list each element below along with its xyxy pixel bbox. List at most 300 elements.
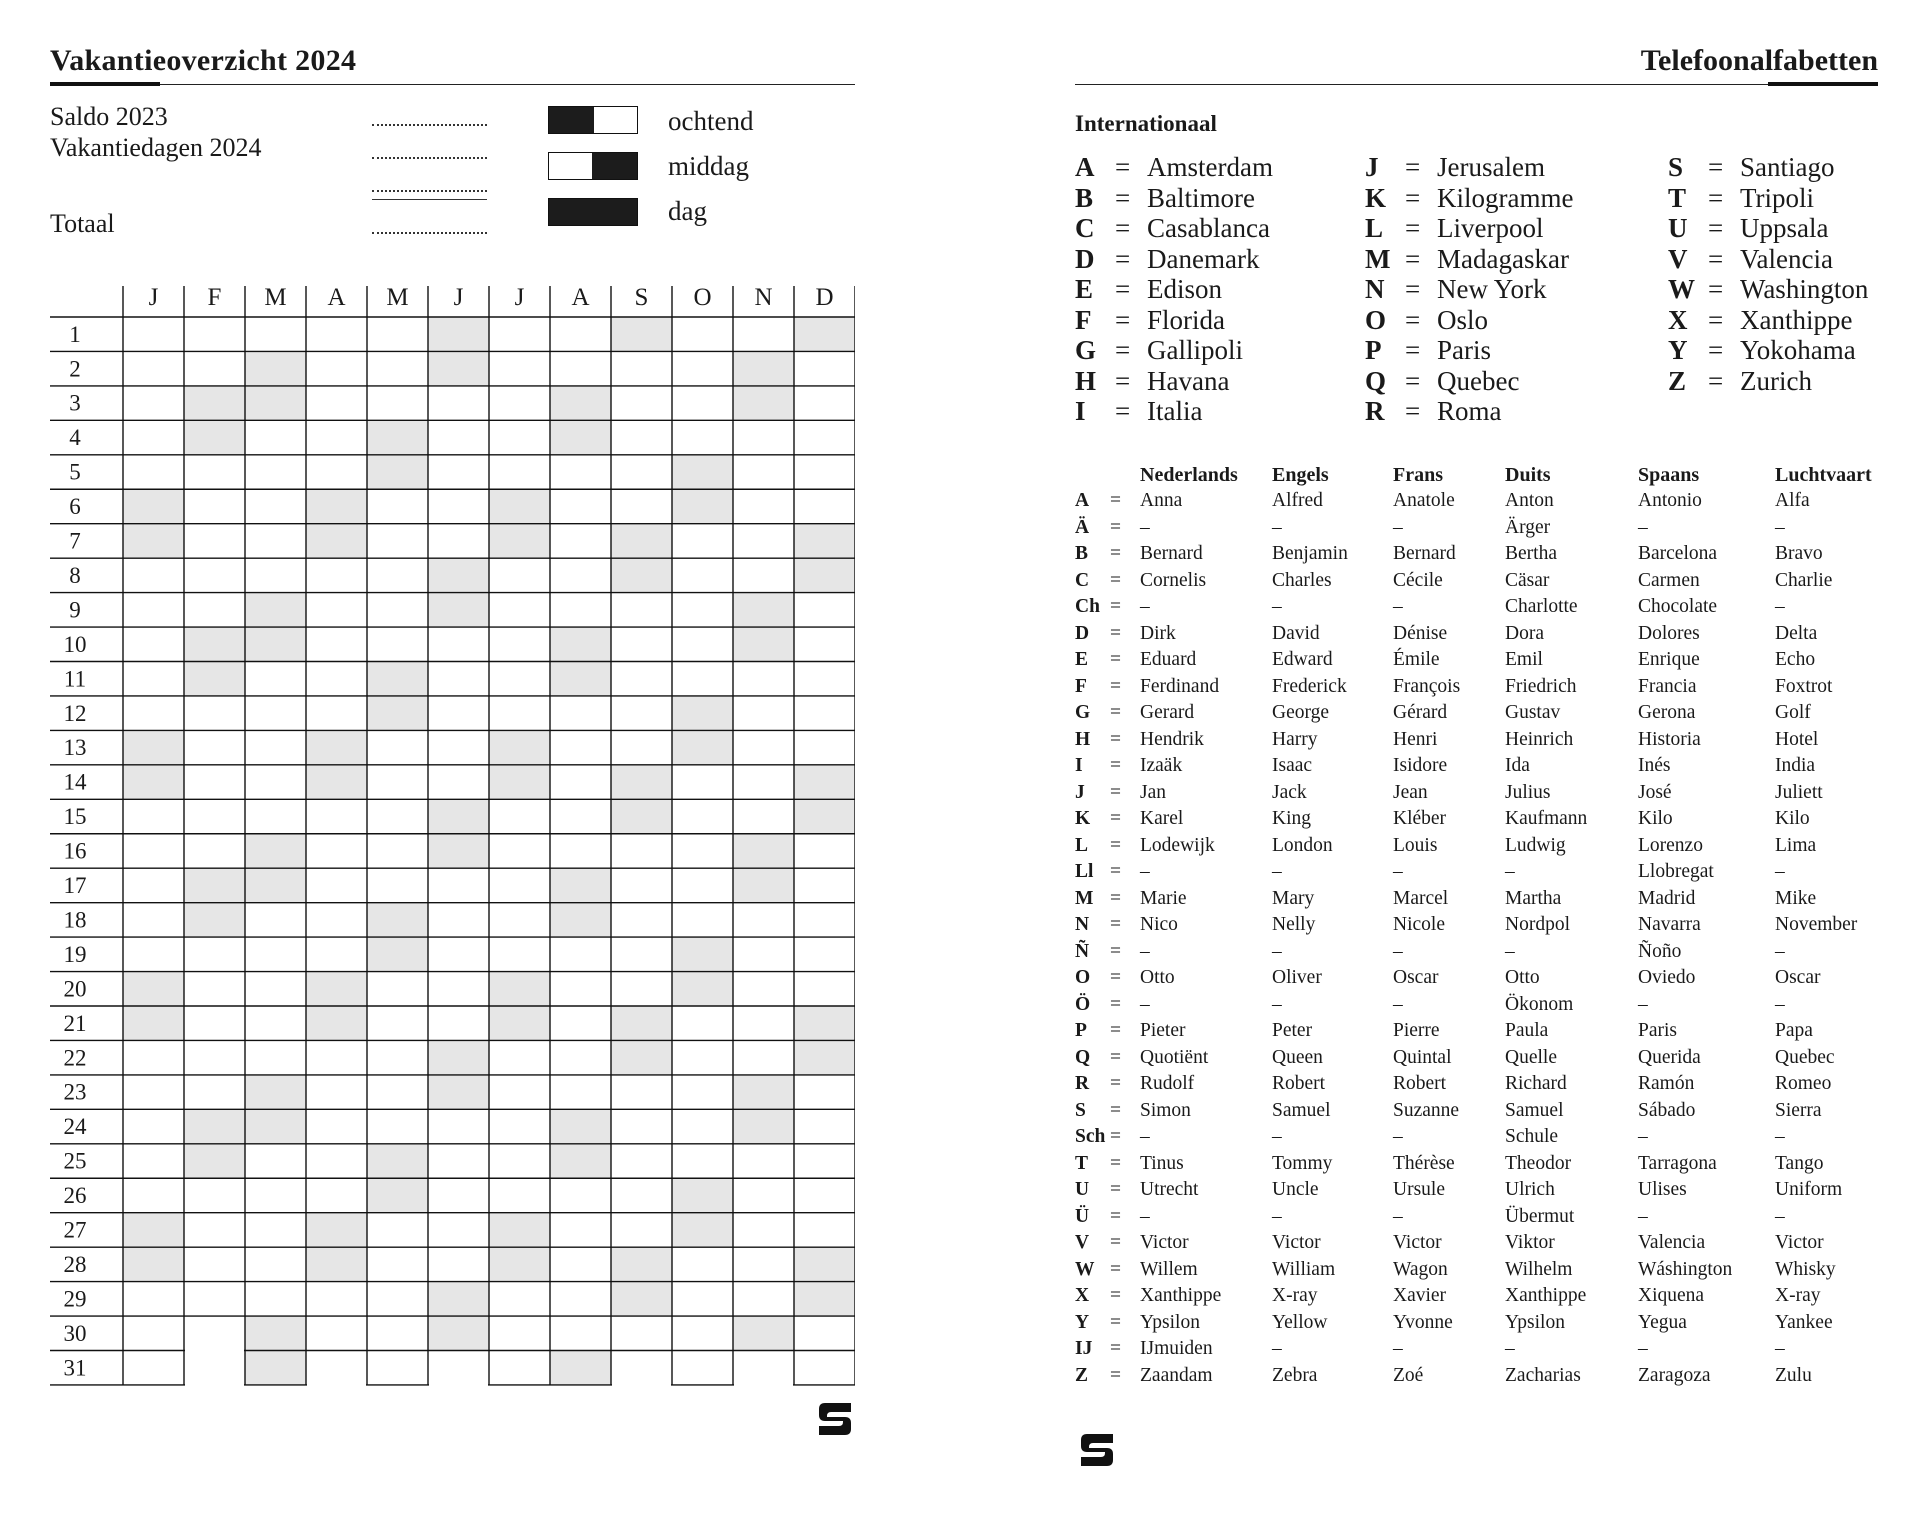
table-cell: – bbox=[1393, 940, 1403, 962]
weekend-cell bbox=[611, 524, 672, 558]
table-cell: Übermut bbox=[1505, 1205, 1575, 1227]
equals-sign: = bbox=[1110, 808, 1121, 829]
weekend-cell bbox=[367, 455, 428, 489]
table-cell: Chocolate bbox=[1638, 596, 1718, 617]
table-cell: Eduard bbox=[1140, 649, 1197, 670]
table-cell: – bbox=[1140, 940, 1150, 962]
entry-word: Washington bbox=[1740, 274, 1869, 304]
table-cell: Samuel bbox=[1272, 1099, 1331, 1121]
weekend-cell bbox=[428, 1040, 489, 1074]
weekend-cell bbox=[306, 1006, 367, 1040]
row-letter: M bbox=[1075, 887, 1094, 909]
weekend-cell bbox=[245, 627, 306, 661]
entry-word: Roma bbox=[1437, 396, 1502, 426]
table-cell: Heinrich bbox=[1505, 728, 1574, 750]
total-field[interactable] bbox=[372, 232, 487, 234]
weekend-cell bbox=[245, 1075, 306, 1109]
equals-sign: = bbox=[1405, 396, 1421, 426]
day-number: 11 bbox=[63, 666, 87, 692]
table-cell: Gerard bbox=[1140, 702, 1195, 723]
row-letter: D bbox=[1075, 622, 1090, 644]
day-number: 6 bbox=[69, 494, 81, 520]
weekend-cell bbox=[672, 1213, 733, 1247]
entry-word: Santiago bbox=[1740, 152, 1835, 182]
entry-letter: Y bbox=[1668, 335, 1688, 365]
entry-word: Amsterdam bbox=[1147, 152, 1273, 182]
international-heading: Internationaal bbox=[1075, 111, 1217, 136]
table-row bbox=[1075, 1206, 1885, 1233]
entry-letter: E bbox=[1075, 274, 1094, 304]
table-cell: Lorenzo bbox=[1638, 834, 1703, 856]
table-cell: Richard bbox=[1505, 1073, 1567, 1094]
table-cell: Ursule bbox=[1393, 1179, 1445, 1200]
weekend-cell bbox=[428, 799, 489, 833]
entry-letter: A bbox=[1075, 152, 1095, 182]
weekend-cell bbox=[733, 1109, 794, 1143]
table-cell: Henri bbox=[1393, 728, 1438, 750]
equals-sign: = bbox=[1110, 490, 1121, 511]
table-cell: Martha bbox=[1505, 887, 1562, 909]
table-cell: – bbox=[1775, 1205, 1785, 1227]
row-letter: Ü bbox=[1075, 1205, 1090, 1227]
table-cell: Harry bbox=[1272, 728, 1318, 750]
table-cell: Wagon bbox=[1393, 1258, 1448, 1280]
day-number: 7 bbox=[69, 528, 81, 554]
table-cell: Utrecht bbox=[1140, 1179, 1199, 1200]
table-row bbox=[1075, 1365, 1885, 1392]
entry-letter: V bbox=[1668, 243, 1688, 274]
row-letter: IJ bbox=[1075, 1338, 1093, 1359]
equals-sign: = bbox=[1110, 649, 1121, 670]
table-cell: X-ray bbox=[1272, 1285, 1318, 1306]
day-number: 15 bbox=[63, 804, 87, 830]
table-cell: Viktor bbox=[1505, 1232, 1555, 1253]
day-number: 1 bbox=[69, 321, 81, 347]
empty-cell bbox=[734, 1352, 793, 1387]
weekend-cell bbox=[794, 317, 855, 351]
weekend-cell bbox=[306, 972, 367, 1006]
month-header: A bbox=[327, 284, 346, 311]
table-cell: – bbox=[1393, 1205, 1403, 1227]
table-row bbox=[1075, 994, 1885, 1021]
weekend-cell bbox=[550, 1109, 611, 1143]
entry-letter: I bbox=[1075, 396, 1086, 426]
entry-word: Havana bbox=[1147, 365, 1230, 396]
table-row bbox=[1075, 596, 1885, 623]
table-cell: Alfred bbox=[1272, 490, 1323, 511]
table-cell: Wáshington bbox=[1638, 1258, 1733, 1280]
month-header: D bbox=[815, 284, 834, 311]
row-letter: P bbox=[1075, 1020, 1087, 1041]
table-cell: José bbox=[1638, 781, 1672, 803]
empty-cell bbox=[307, 1352, 366, 1387]
weekend-cell bbox=[611, 765, 672, 799]
table-cell: Victor bbox=[1775, 1232, 1824, 1253]
table-cell: – bbox=[1272, 516, 1282, 538]
column-header: Nederlands bbox=[1140, 464, 1238, 486]
entry-word: Uppsala bbox=[1740, 213, 1829, 243]
table-cell: – bbox=[1393, 596, 1403, 617]
month-header: N bbox=[754, 284, 773, 311]
table-cell: Ökonom bbox=[1505, 993, 1574, 1015]
table-cell: Yankee bbox=[1775, 1311, 1833, 1333]
table-cell: – bbox=[1393, 861, 1403, 882]
table-row bbox=[1075, 1020, 1885, 1047]
weekend-cell bbox=[794, 1282, 855, 1316]
column-header: Frans bbox=[1393, 464, 1443, 486]
equals-sign: = bbox=[1110, 516, 1121, 538]
table-cell: Romeo bbox=[1775, 1073, 1832, 1094]
table-cell: – bbox=[1393, 1126, 1403, 1147]
row-letter: U bbox=[1075, 1179, 1090, 1200]
row-letter: V bbox=[1075, 1232, 1090, 1253]
day-number: 8 bbox=[69, 562, 81, 588]
table-cell: David bbox=[1272, 622, 1320, 644]
weekend-cell bbox=[794, 558, 855, 592]
table-cell: Dénise bbox=[1393, 622, 1448, 644]
table-cell: – bbox=[1140, 596, 1150, 617]
table-cell: Valencia bbox=[1638, 1232, 1706, 1253]
equals-sign: = bbox=[1115, 243, 1131, 274]
entry-letter: P bbox=[1365, 335, 1382, 365]
table-cell: Quintal bbox=[1393, 1046, 1452, 1068]
table-cell: Echo bbox=[1775, 649, 1816, 670]
table-cell: Paris bbox=[1638, 1020, 1677, 1041]
month-header: M bbox=[264, 284, 287, 311]
table-cell: – bbox=[1505, 1338, 1515, 1359]
entry-word: Madagaskar bbox=[1437, 243, 1569, 274]
table-cell: X-ray bbox=[1775, 1285, 1821, 1306]
table-cell: – bbox=[1775, 993, 1785, 1015]
weekend-cell bbox=[245, 834, 306, 868]
table-cell: Dora bbox=[1505, 622, 1544, 644]
table-cell: Ramón bbox=[1638, 1073, 1695, 1094]
table-cell: Mary bbox=[1272, 887, 1315, 909]
weekend-cell bbox=[245, 1316, 306, 1350]
table-cell: Isidore bbox=[1393, 755, 1448, 776]
table-cell: Kilo bbox=[1638, 808, 1673, 829]
table-cell: Nicole bbox=[1393, 914, 1445, 935]
weekend-cell bbox=[306, 765, 367, 799]
row-letter: E bbox=[1075, 649, 1089, 670]
table-cell: Zoé bbox=[1393, 1364, 1424, 1386]
table-cell: Barcelona bbox=[1638, 543, 1718, 564]
table-cell: Louis bbox=[1393, 834, 1438, 856]
weekend-cell bbox=[428, 834, 489, 868]
equals-sign: = bbox=[1405, 274, 1421, 304]
row-letter: Q bbox=[1075, 1046, 1091, 1068]
equals-sign: = bbox=[1110, 1152, 1121, 1174]
legend-morning-label: ochtend bbox=[668, 106, 754, 136]
day-number: 13 bbox=[63, 735, 87, 761]
table-cell: Paula bbox=[1505, 1020, 1549, 1041]
table-cell: Dolores bbox=[1638, 622, 1700, 644]
table-cell: Simon bbox=[1140, 1099, 1191, 1121]
weekend-cell bbox=[428, 1075, 489, 1109]
row-letter: A bbox=[1075, 490, 1090, 511]
entry-letter: O bbox=[1365, 304, 1387, 335]
brand-logo-icon bbox=[1075, 1428, 1119, 1472]
weekend-cell bbox=[245, 351, 306, 385]
equals-sign: = bbox=[1110, 702, 1121, 723]
entry-word: Valencia bbox=[1740, 243, 1833, 274]
day-number: 17 bbox=[63, 873, 87, 899]
table-cell: – bbox=[1272, 1205, 1282, 1227]
column-header: Spaans bbox=[1638, 464, 1700, 486]
equals-sign: = bbox=[1405, 365, 1421, 396]
table-cell: Nordpol bbox=[1505, 914, 1570, 935]
row-letter: O bbox=[1075, 967, 1091, 988]
table-cell: Inés bbox=[1638, 755, 1671, 776]
table-cell: Zebra bbox=[1272, 1364, 1318, 1386]
entry-letter: U bbox=[1668, 213, 1688, 243]
weekend-cell bbox=[123, 1247, 184, 1281]
table-cell: Gérard bbox=[1393, 702, 1448, 723]
table-cell: – bbox=[1775, 861, 1785, 882]
equals-sign: = bbox=[1110, 622, 1121, 644]
weekend-cell bbox=[367, 662, 428, 696]
table-cell: Kléber bbox=[1393, 808, 1447, 829]
entry-letter: Z bbox=[1668, 365, 1687, 396]
table-cell: Queen bbox=[1272, 1046, 1323, 1068]
table-cell: Jan bbox=[1140, 781, 1166, 803]
table-cell: Tango bbox=[1775, 1152, 1824, 1174]
table-cell: Jack bbox=[1272, 781, 1307, 803]
row-letter: Ä bbox=[1075, 516, 1090, 538]
equals-sign: = bbox=[1110, 834, 1121, 856]
entry-letter: L bbox=[1365, 213, 1384, 243]
table-cell: Hendrik bbox=[1140, 728, 1204, 750]
table-cell: Bravo bbox=[1775, 543, 1823, 564]
weekend-cell bbox=[489, 765, 550, 799]
table-cell: Juliett bbox=[1775, 781, 1823, 803]
day-number: 14 bbox=[63, 769, 87, 795]
entry-letter: N bbox=[1365, 274, 1385, 304]
equals-sign: = bbox=[1405, 213, 1421, 243]
day-number: 10 bbox=[63, 631, 87, 657]
row-letter: Z bbox=[1075, 1364, 1089, 1386]
day-number: 3 bbox=[69, 390, 81, 416]
table-cell: Zaandam bbox=[1140, 1364, 1213, 1386]
weekend-cell bbox=[550, 627, 611, 661]
table-cell: Nico bbox=[1140, 914, 1178, 935]
table-row bbox=[1075, 782, 1885, 809]
vacation-days-field[interactable] bbox=[372, 157, 487, 159]
weekend-cell bbox=[672, 455, 733, 489]
table-cell: Robert bbox=[1272, 1073, 1326, 1094]
table-cell: Foxtrot bbox=[1775, 675, 1833, 697]
entry-letter: K bbox=[1365, 182, 1387, 213]
weekend-cell bbox=[611, 317, 672, 351]
weekend-cell bbox=[672, 696, 733, 730]
weekend-cell bbox=[428, 317, 489, 351]
subtotal-field[interactable] bbox=[372, 190, 487, 192]
entry-letter: B bbox=[1075, 182, 1094, 213]
row-letter: I bbox=[1075, 755, 1083, 776]
entry-word: Quebec bbox=[1437, 365, 1520, 396]
table-cell: – bbox=[1775, 516, 1785, 538]
weekend-cell bbox=[428, 593, 489, 627]
table-row bbox=[1075, 702, 1885, 729]
equals-sign: = bbox=[1110, 993, 1121, 1015]
weekend-cell bbox=[611, 1282, 672, 1316]
row-letter: R bbox=[1075, 1073, 1090, 1094]
table-cell: Victor bbox=[1393, 1232, 1442, 1253]
table-cell: Bertha bbox=[1505, 543, 1557, 564]
weekend-cell bbox=[733, 834, 794, 868]
equals-sign: = bbox=[1115, 152, 1131, 182]
entry-letter: H bbox=[1075, 365, 1097, 396]
saldo-field[interactable] bbox=[372, 124, 487, 126]
table-cell: Enrique bbox=[1638, 649, 1700, 670]
weekend-cell bbox=[428, 1316, 489, 1350]
equals-sign: = bbox=[1405, 152, 1421, 182]
equals-sign: = bbox=[1110, 1232, 1121, 1253]
table-cell: King bbox=[1272, 808, 1311, 829]
row-letter: L bbox=[1075, 834, 1089, 856]
day-number: 27 bbox=[63, 1217, 87, 1243]
weekend-cell bbox=[123, 730, 184, 764]
entry-letter: D bbox=[1075, 243, 1095, 274]
weekend-cell bbox=[489, 1006, 550, 1040]
equals-sign: = bbox=[1405, 243, 1421, 274]
weekend-cell bbox=[428, 351, 489, 385]
table-cell: Tinus bbox=[1140, 1152, 1184, 1174]
table-row bbox=[1075, 1047, 1885, 1074]
equals-sign: = bbox=[1708, 213, 1724, 243]
equals-sign: = bbox=[1115, 396, 1131, 426]
day-number: 9 bbox=[69, 597, 81, 623]
equals-sign: = bbox=[1110, 1126, 1121, 1147]
day-number: 18 bbox=[63, 907, 87, 933]
table-cell: – bbox=[1272, 993, 1282, 1015]
row-letter: F bbox=[1075, 675, 1087, 697]
table-cell: Yegua bbox=[1638, 1311, 1687, 1333]
day-number: 24 bbox=[63, 1114, 87, 1140]
entry-word: Oslo bbox=[1437, 304, 1489, 335]
row-letter: W bbox=[1075, 1258, 1095, 1280]
weekend-cell bbox=[367, 1144, 428, 1178]
table-row bbox=[1075, 1100, 1885, 1127]
table-cell: Ulrich bbox=[1505, 1179, 1555, 1200]
row-letter: Ö bbox=[1075, 993, 1091, 1015]
table-cell: Whisky bbox=[1775, 1258, 1836, 1280]
equals-sign: = bbox=[1708, 243, 1724, 274]
table-cell: Izaäk bbox=[1140, 755, 1183, 776]
entry-word: Yokohama bbox=[1740, 335, 1856, 365]
table-cell: – bbox=[1140, 1126, 1150, 1147]
row-letter: Sch bbox=[1075, 1126, 1106, 1147]
table-cell: Xanthippe bbox=[1140, 1285, 1222, 1306]
table-row bbox=[1075, 941, 1885, 968]
table-cell: – bbox=[1638, 1338, 1648, 1359]
table-cell: – bbox=[1272, 861, 1282, 882]
table-row bbox=[1075, 676, 1885, 703]
entry-letter: G bbox=[1075, 335, 1097, 365]
table-cell: Historia bbox=[1638, 728, 1701, 750]
label-total: Totaal bbox=[50, 209, 115, 238]
day-number: 25 bbox=[63, 1148, 87, 1174]
equals-sign: = bbox=[1110, 1338, 1121, 1359]
row-letter: C bbox=[1075, 569, 1090, 591]
day-number: 19 bbox=[63, 941, 87, 967]
weekend-cell bbox=[306, 1213, 367, 1247]
table-cell: India bbox=[1775, 755, 1816, 776]
table-cell: Carmen bbox=[1638, 569, 1700, 591]
month-header: J bbox=[453, 284, 464, 311]
month-header: O bbox=[693, 284, 712, 311]
weekend-cell bbox=[489, 489, 550, 523]
weekend-cell bbox=[245, 1351, 306, 1385]
table-cell: William bbox=[1272, 1258, 1336, 1280]
equals-sign: = bbox=[1110, 543, 1121, 564]
table-cell: Anatole bbox=[1393, 490, 1455, 511]
table-row bbox=[1075, 888, 1885, 915]
weekend-cell bbox=[489, 1213, 550, 1247]
weekend-cell bbox=[184, 662, 245, 696]
month-header: S bbox=[634, 284, 649, 311]
weekend-cell bbox=[672, 730, 733, 764]
month-header: F bbox=[207, 284, 222, 311]
equals-sign: = bbox=[1110, 1364, 1121, 1386]
weekend-cell bbox=[733, 1316, 794, 1350]
entry-word: Danemark bbox=[1147, 243, 1260, 274]
entry-word: Gallipoli bbox=[1147, 335, 1243, 365]
row-letter: Ll bbox=[1075, 861, 1094, 882]
weekend-cell bbox=[733, 351, 794, 385]
table-cell: Otto bbox=[1140, 967, 1175, 988]
table-cell: George bbox=[1272, 702, 1330, 723]
weekend-cell bbox=[489, 1247, 550, 1281]
month-header: J bbox=[148, 284, 159, 311]
day-number: 2 bbox=[69, 356, 81, 382]
table-cell: Schule bbox=[1505, 1126, 1559, 1147]
table-cell: Charles bbox=[1272, 569, 1332, 591]
weekend-cell bbox=[245, 1109, 306, 1143]
entry-letter: S bbox=[1668, 152, 1684, 182]
table-cell: Charlie bbox=[1775, 569, 1833, 591]
table-cell: Nelly bbox=[1272, 914, 1316, 935]
weekend-cell bbox=[245, 593, 306, 627]
weekend-cell bbox=[611, 1006, 672, 1040]
equals-sign: = bbox=[1110, 1311, 1121, 1333]
table-cell: Ludwig bbox=[1505, 834, 1566, 856]
table-cell: Papa bbox=[1775, 1020, 1813, 1041]
table-row bbox=[1075, 1126, 1885, 1153]
entry-letter: F bbox=[1075, 304, 1092, 335]
day-number: 5 bbox=[69, 459, 81, 485]
month-header: A bbox=[571, 284, 590, 311]
table-cell: November bbox=[1775, 914, 1858, 935]
equals-sign: = bbox=[1110, 940, 1121, 962]
entry-letter: T bbox=[1668, 182, 1687, 213]
entry-word: Liverpool bbox=[1437, 213, 1544, 243]
table-cell: Quotiënt bbox=[1140, 1046, 1209, 1068]
table-cell: Quebec bbox=[1775, 1046, 1835, 1068]
entry-letter: X bbox=[1668, 304, 1688, 335]
weekend-cell bbox=[733, 868, 794, 902]
entry-word: Casablanca bbox=[1147, 213, 1270, 243]
equals-sign: = bbox=[1115, 304, 1131, 335]
table-cell: – bbox=[1505, 940, 1515, 962]
equals-sign: = bbox=[1115, 335, 1131, 365]
day-number: 21 bbox=[63, 1010, 87, 1036]
table-cell: – bbox=[1638, 993, 1648, 1015]
row-letter: H bbox=[1075, 728, 1091, 750]
weekend-cell bbox=[123, 1213, 184, 1247]
table-cell: – bbox=[1393, 1338, 1403, 1359]
table-cell: Tommy bbox=[1272, 1152, 1333, 1174]
